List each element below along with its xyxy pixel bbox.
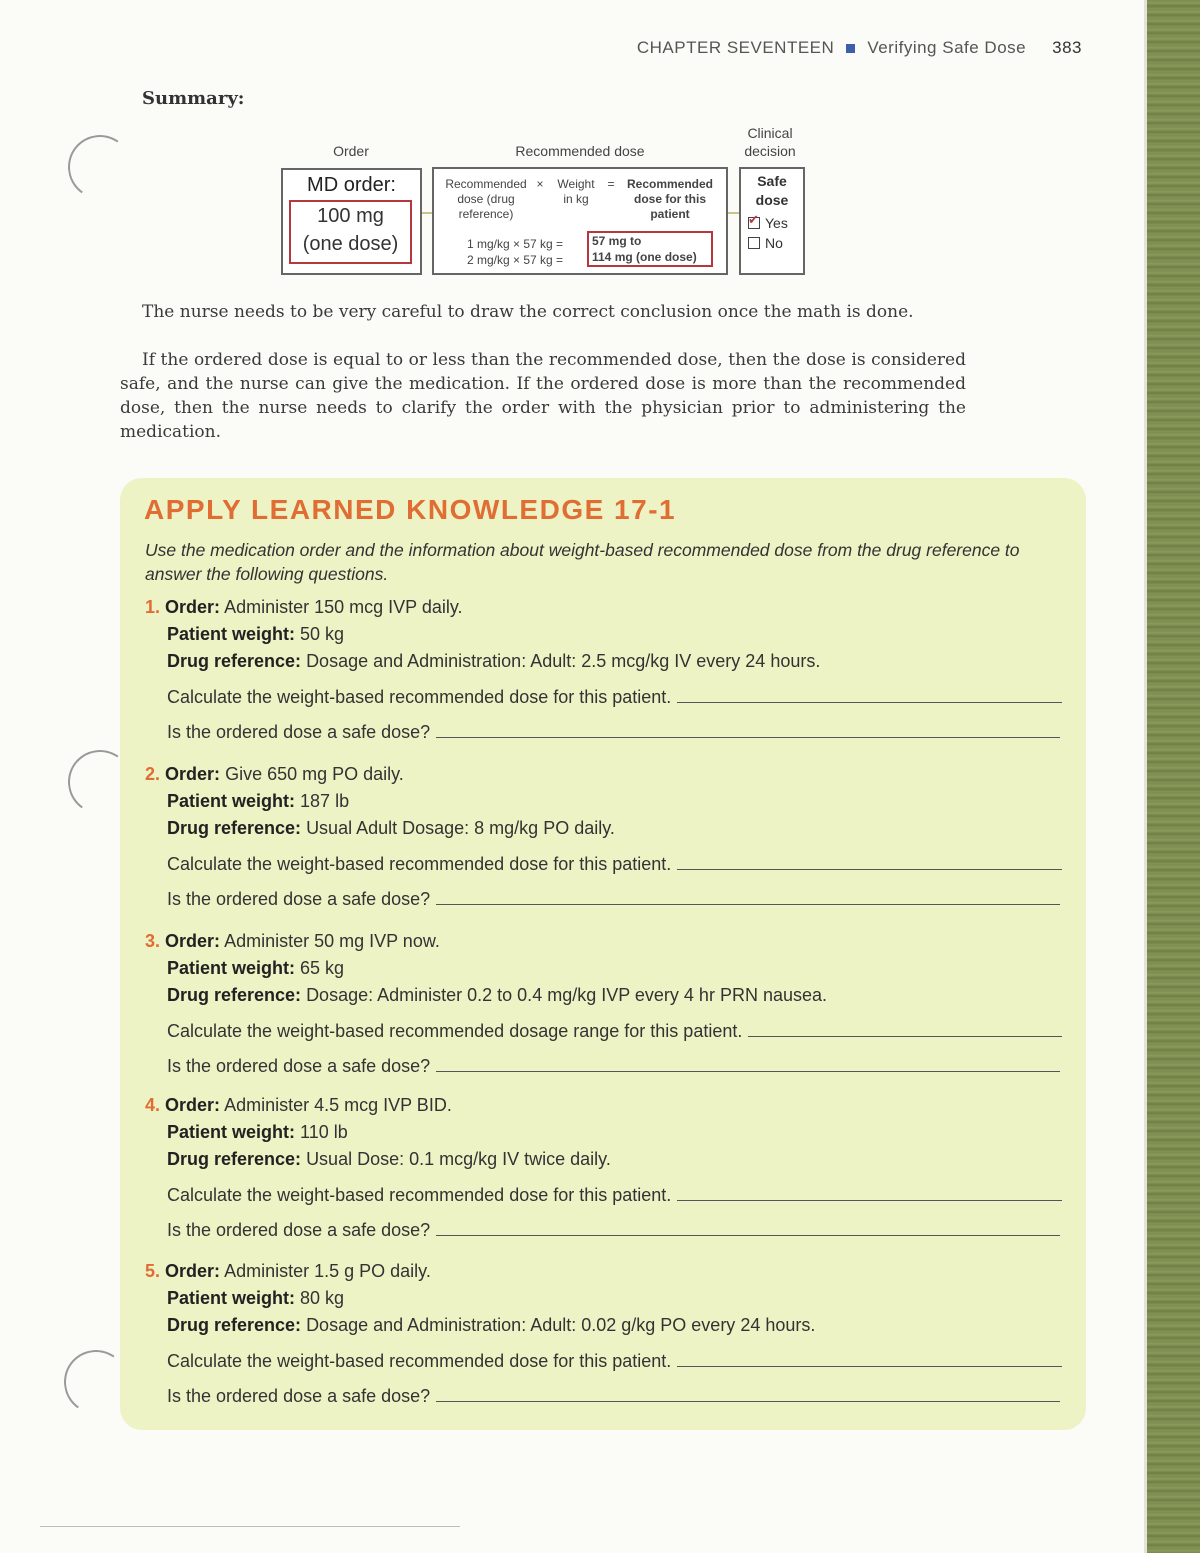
running-header <box>637 38 1082 58</box>
answer-blank-safe[interactable] <box>436 1386 1060 1402</box>
question-calc-line <box>167 1021 1062 1042</box>
checkbox-empty-icon <box>748 237 760 249</box>
question-weight-line <box>167 1288 344 1309</box>
question-reference-line <box>167 1315 815 1336</box>
answer-blank-calc[interactable] <box>677 1351 1062 1367</box>
reference-text: Dosage: Administer 0.2 to 0.4 mg/kg IVP every 4 hr PRN nausea. <box>306 985 827 1005</box>
question-safe-line <box>167 889 1060 910</box>
diagram-heading-recommended: Recommended dose <box>515 143 645 159</box>
reference-label: Drug reference: <box>167 818 302 838</box>
calc-prompt: Calculate the weight-based recommended dosage range for this patient. <box>167 1021 743 1041</box>
calc-low: 1 mg/kg × 57 kg = <box>467 237 564 251</box>
answer-blank-calc[interactable] <box>677 854 1062 870</box>
formula-times-symbol: × <box>536 177 544 191</box>
question-weight-line <box>167 791 349 812</box>
weight-value: 110 lb <box>300 1122 348 1142</box>
safe-yes-option: ✔Yes <box>748 215 788 231</box>
answer-blank-calc[interactable] <box>677 687 1062 703</box>
question-weight-line <box>167 624 344 645</box>
question-calc-line <box>167 1185 1062 1206</box>
calc-prompt: Calculate the weight-based recommended dose for this patient. <box>167 1185 672 1205</box>
question-reference-line <box>167 651 820 672</box>
calc-prompt: Calculate the weight-based recommended dose for this patient. <box>167 1351 672 1371</box>
question-number: 5. <box>145 1261 161 1281</box>
question-number: 3. <box>145 931 161 951</box>
reference-label: Drug reference: <box>167 651 302 671</box>
safe-prompt: Is the ordered dose a safe dose? <box>167 722 431 742</box>
reference-text: Usual Adult Dosage: 8 mg/kg PO daily. <box>306 818 615 838</box>
question-number: 1. <box>145 597 161 617</box>
safe-prompt: Is the ordered dose a safe dose? <box>167 1220 431 1240</box>
safe-no-option: No <box>748 235 783 251</box>
answer-blank-safe[interactable] <box>436 1220 1060 1236</box>
reference-label: Drug reference: <box>167 1149 302 1169</box>
weight-value: 50 kg <box>300 624 345 644</box>
formula-weight: Weight in kg <box>557 177 595 206</box>
weight-value: 187 lb <box>300 791 350 811</box>
order-text: Administer 150 mcg IVP daily. <box>224 597 463 617</box>
safe-prompt: Is the ordered dose a safe dose? <box>167 889 431 909</box>
md-order-title: MD order: <box>307 174 396 196</box>
formula-recommended-dose: Recommended dose for this patient <box>626 177 714 221</box>
question-weight-line <box>167 958 344 979</box>
question-calc-line <box>167 1351 1062 1372</box>
paragraph-conclusion: The nurse needs to be very careful to draw the correct conclusion once the math is done. <box>142 302 914 322</box>
diagram-heading-order: Order <box>333 143 369 159</box>
formula-drug-reference: Recommended dose (drug reference) <box>445 177 527 221</box>
calc-result-range: 57 mg to 114 mg (one dose) <box>587 231 713 267</box>
summary-heading: Summary: <box>142 88 245 109</box>
weight-label: Patient weight: <box>167 1122 296 1142</box>
chapter-label: CHAPTER SEVENTEEN <box>636 38 835 57</box>
order-text: Give 650 mg PO daily. <box>225 764 404 784</box>
answer-blank-safe[interactable] <box>436 889 1060 905</box>
page-number: 383 <box>1052 38 1082 57</box>
apply-intro: Use the medication order and the information about weight-based recommended dose from the drug reference to answer the following questions. <box>145 540 1020 584</box>
question-safe-line <box>167 1056 1060 1077</box>
question-calc-line <box>167 687 1062 708</box>
reference-label: Drug reference: <box>167 985 302 1005</box>
order-label: Order: <box>165 764 221 784</box>
safe-dose-title: Safe dose <box>755 173 789 208</box>
md-order-dose: 100 mg (one dose) <box>289 200 412 264</box>
weight-label: Patient weight: <box>167 791 296 811</box>
reference-text: Usual Dose: 0.1 mcg/kg IV twice daily. <box>306 1149 611 1169</box>
formula-equals-symbol: = <box>607 177 615 191</box>
question-weight-line <box>167 1122 348 1143</box>
md-order-box <box>281 168 422 275</box>
question-safe-line <box>167 1220 1060 1241</box>
binder-hole-icon <box>63 130 137 204</box>
question-number: 4. <box>145 1095 161 1115</box>
order-label: Order: <box>165 931 221 951</box>
order-text: Administer 1.5 g PO daily. <box>224 1261 431 1281</box>
safe-dose-box <box>739 167 805 275</box>
diagram-heading-clinical: Clinical decision <box>744 125 796 159</box>
order-label: Order: <box>165 597 221 617</box>
order-text: Administer 50 mg IVP now. <box>224 931 440 951</box>
recommended-dose-box <box>432 167 728 275</box>
question-reference-line <box>167 985 827 1006</box>
question-order-line <box>145 1261 431 1282</box>
binder-edge <box>1147 0 1200 1553</box>
calc-prompt: Calculate the weight-based recommended dose for this patient. <box>167 687 672 707</box>
answer-blank-safe[interactable] <box>436 1056 1060 1072</box>
question-safe-line <box>167 1386 1060 1407</box>
weight-label: Patient weight: <box>167 958 296 978</box>
question-safe-line <box>167 722 1060 743</box>
calc-high: 2 mg/kg × 57 kg = <box>467 253 564 267</box>
order-label: Order: <box>165 1095 221 1115</box>
safe-prompt: Is the ordered dose a safe dose? <box>167 1386 431 1406</box>
question-order-line <box>145 764 404 785</box>
weight-label: Patient weight: <box>167 1288 296 1308</box>
weight-value: 80 kg <box>300 1288 345 1308</box>
paragraph-safe-rule: If the ordered dose is equal to or less than the recommended dose, then the dose is considered safe, and the nurse can give the medication. If the ordered dose is more than the recommended dose, then the nurse needs to clarify the order with the physician prior to administering the medication. <box>120 350 966 442</box>
question-reference-line <box>167 1149 611 1170</box>
order-text: Administer 4.5 mcg IVP BID. <box>224 1095 452 1115</box>
reference-text: Dosage and Administration: Adult: 0.02 g/kg PO every 24 hours. <box>306 1315 816 1335</box>
section-label: Verifying Safe Dose <box>867 38 1027 57</box>
safe-prompt: Is the ordered dose a safe dose? <box>167 1056 431 1076</box>
weight-label: Patient weight: <box>167 624 296 644</box>
apply-title: APPLY LEARNED KNOWLEDGE 17-1 <box>144 494 677 525</box>
checkbox-checked-icon <box>748 217 760 229</box>
answer-blank-safe[interactable] <box>436 722 1060 738</box>
weight-value: 65 kg <box>300 958 345 978</box>
question-order-line <box>145 597 463 618</box>
reference-label: Drug reference: <box>167 1315 302 1335</box>
question-reference-line <box>167 818 615 839</box>
reference-text: Dosage and Administration: Adult: 2.5 mcg/kg IV every 24 hours. <box>306 651 821 671</box>
question-calc-line <box>167 854 1062 875</box>
bullet-square-icon <box>846 44 855 53</box>
question-order-line <box>145 1095 452 1116</box>
question-order-line <box>145 931 440 952</box>
answer-blank-calc[interactable] <box>748 1021 1062 1037</box>
calc-prompt: Calculate the weight-based recommended dose for this patient. <box>167 854 672 874</box>
question-number: 2. <box>145 764 161 784</box>
order-label: Order: <box>165 1261 221 1281</box>
answer-blank-calc[interactable] <box>677 1185 1062 1201</box>
page-bottom-line <box>40 1526 460 1527</box>
